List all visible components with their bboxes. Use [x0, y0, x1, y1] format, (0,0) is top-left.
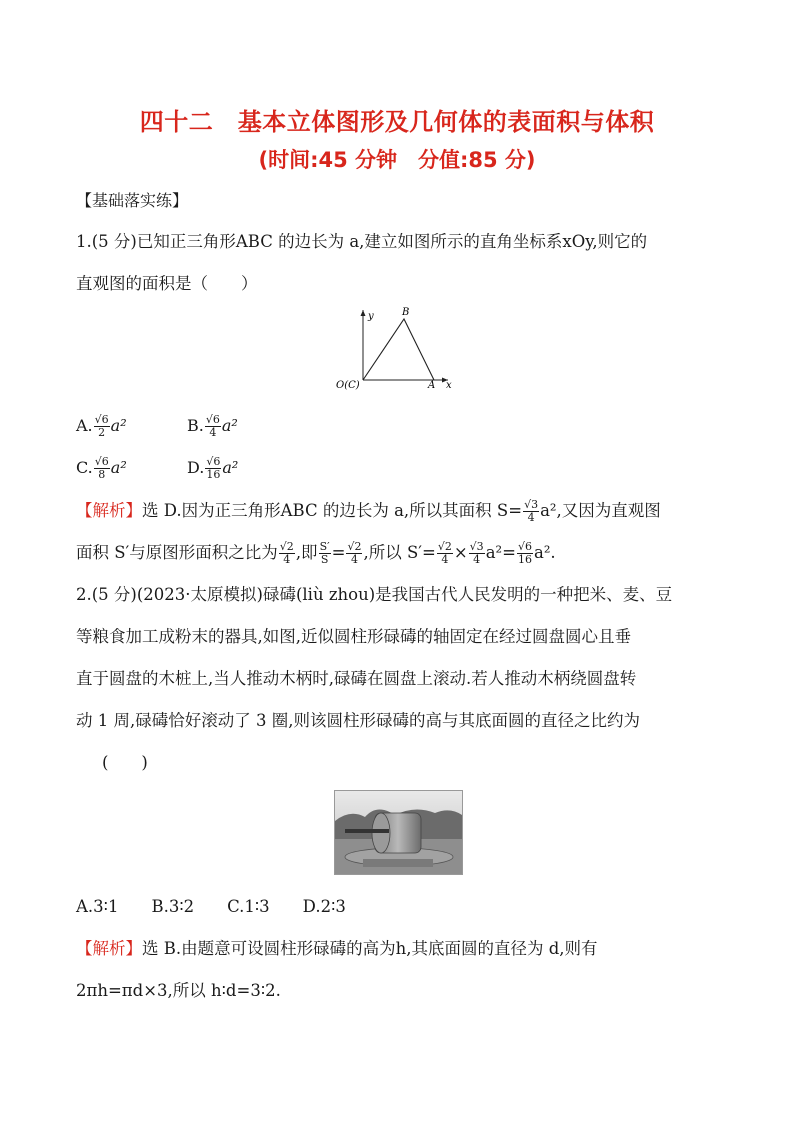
option-label: C. [76, 458, 93, 477]
q2-stem-line4: 动 1 周,碌碡恰好滚动了 3 圈,则该圆柱形碌碡的高与其底面圆的直径之比约为 [76, 711, 640, 730]
q2-answer-paren: ( ) [102, 753, 148, 772]
analysis-text: a²,又因为直观图 [540, 501, 661, 520]
frac-num: √6 [206, 455, 221, 468]
analysis-text: ,即 [295, 543, 318, 562]
frac-num: √6 [205, 413, 220, 426]
triangle-abc [363, 319, 434, 380]
label-y: y [368, 311, 374, 322]
analysis-text: = [331, 543, 346, 562]
frac-den: 4 [209, 426, 217, 439]
frac-den: 4 [441, 553, 449, 566]
analysis-text: 面积 S′与原图形面积之比为 [76, 543, 278, 562]
q2-analysis-line2: 2πh=πd×3,所以 h∶d=3∶2. [76, 981, 281, 1000]
fraction-sprime-over-s [319, 541, 331, 566]
analysis-text: × [453, 543, 468, 562]
q1-stem-line2: 直观图的面积是（ ） [76, 274, 258, 293]
fraction-sqrt3-over-4 [469, 541, 485, 566]
fraction-sqrt2-over-4 [437, 541, 453, 566]
frac-den: 16 [206, 468, 221, 481]
option-fraction [94, 456, 110, 481]
q1-option-b[interactable] [187, 414, 238, 439]
frac-num: √2 [437, 540, 452, 553]
q1-option-c[interactable] [76, 456, 127, 481]
section-heading: 【基础落实练】 [76, 191, 189, 210]
analysis-tag: 【解析】 [76, 939, 142, 958]
frac-den: S [320, 553, 329, 566]
fraction-sqrt6-over-16 [517, 541, 533, 566]
q2-stem-line3: 直于圆盘的木桩上,当人推动木柄时,碌碡在圆盘上滚动.若人推动木柄绕圆盘转 [76, 669, 637, 688]
analysis-text: a². [533, 543, 556, 562]
frac-num: √3 [524, 498, 539, 511]
frac-den: 16 [517, 553, 532, 566]
frac-den: 4 [527, 511, 535, 524]
frac-num: √2 [279, 540, 294, 553]
page-title: 四十二 基本立体图形及几何体的表面积与体积 [139, 108, 655, 136]
frac-den: 2 [98, 426, 106, 439]
q2-options[interactable]: A.3∶1 B.3∶2 C.1∶3 D.2∶3 [76, 897, 346, 916]
frac-num: √6 [94, 455, 109, 468]
option-label: B. [187, 416, 204, 435]
frac-den: 8 [98, 468, 106, 481]
y-axis-arrow [361, 310, 366, 316]
page-subtitle: (时间:45 分钟 分值:85 分) [258, 148, 536, 172]
option-tail: a² [110, 416, 127, 435]
q1-analysis-line1 [76, 499, 661, 524]
label-a: A [428, 380, 436, 391]
analysis-text: 选 B.由题意可设圆柱形碌碡的高为h,其底面圆的直径为 d,则有 [142, 939, 598, 958]
option-fraction [94, 414, 110, 439]
option-tail: a² [110, 458, 127, 477]
frac-num: √3 [469, 540, 484, 553]
analysis-text: ,所以 S′= [363, 543, 436, 562]
analysis-tag: 【解析】 [76, 501, 142, 520]
option-tail: a² [222, 458, 239, 477]
label-x: x [446, 380, 452, 391]
frac-den: 4 [350, 553, 358, 566]
frac-den: 4 [473, 553, 481, 566]
option-label: A. [76, 416, 93, 435]
q1-option-d[interactable] [187, 456, 238, 481]
fraction-sqrt2-over-4 [346, 541, 362, 566]
option-fraction [205, 414, 221, 439]
option-label: D. [187, 458, 205, 477]
frac-num: √6 [94, 413, 109, 426]
label-b: B [402, 307, 410, 318]
q1-stem-line1: 1.(5 分)已知正三角形ABC 的边长为 a,建立如图所示的直角坐标系xOy,则它的 [76, 232, 648, 251]
frac-num: √2 [347, 540, 362, 553]
analysis-text: a²= [485, 543, 516, 562]
q2-stem-line1: 2.(5 分)(2023·太原模拟)碌碡(liù zhou)是我国古代人民发明的一种把米、麦、豆 [76, 585, 673, 604]
stone-roller-photo [334, 790, 463, 875]
frac-num: √6 [517, 540, 532, 553]
q2-analysis-line1 [76, 938, 598, 960]
q1-option-a[interactable] [76, 414, 127, 439]
q2-stem-line2: 等粮食加工成粉末的器具,如图,近似圆柱形碌碡的轴固定在经过圆盘圆心且垂 [76, 627, 631, 646]
option-tail: a² [221, 416, 238, 435]
q1-analysis-line2 [76, 541, 556, 566]
fraction-sqrt3-over-4 [523, 499, 539, 524]
frac-num: S′ [319, 540, 330, 553]
analysis-text: 选 D.因为正三角形ABC 的边长为 a,所以其面积 S= [142, 501, 523, 520]
fraction-sqrt2-over-4 [279, 541, 295, 566]
frac-den: 4 [283, 553, 291, 566]
option-fraction [205, 456, 221, 481]
q1-coordinate-figure [330, 302, 460, 394]
label-oc: O(C) [336, 380, 360, 391]
